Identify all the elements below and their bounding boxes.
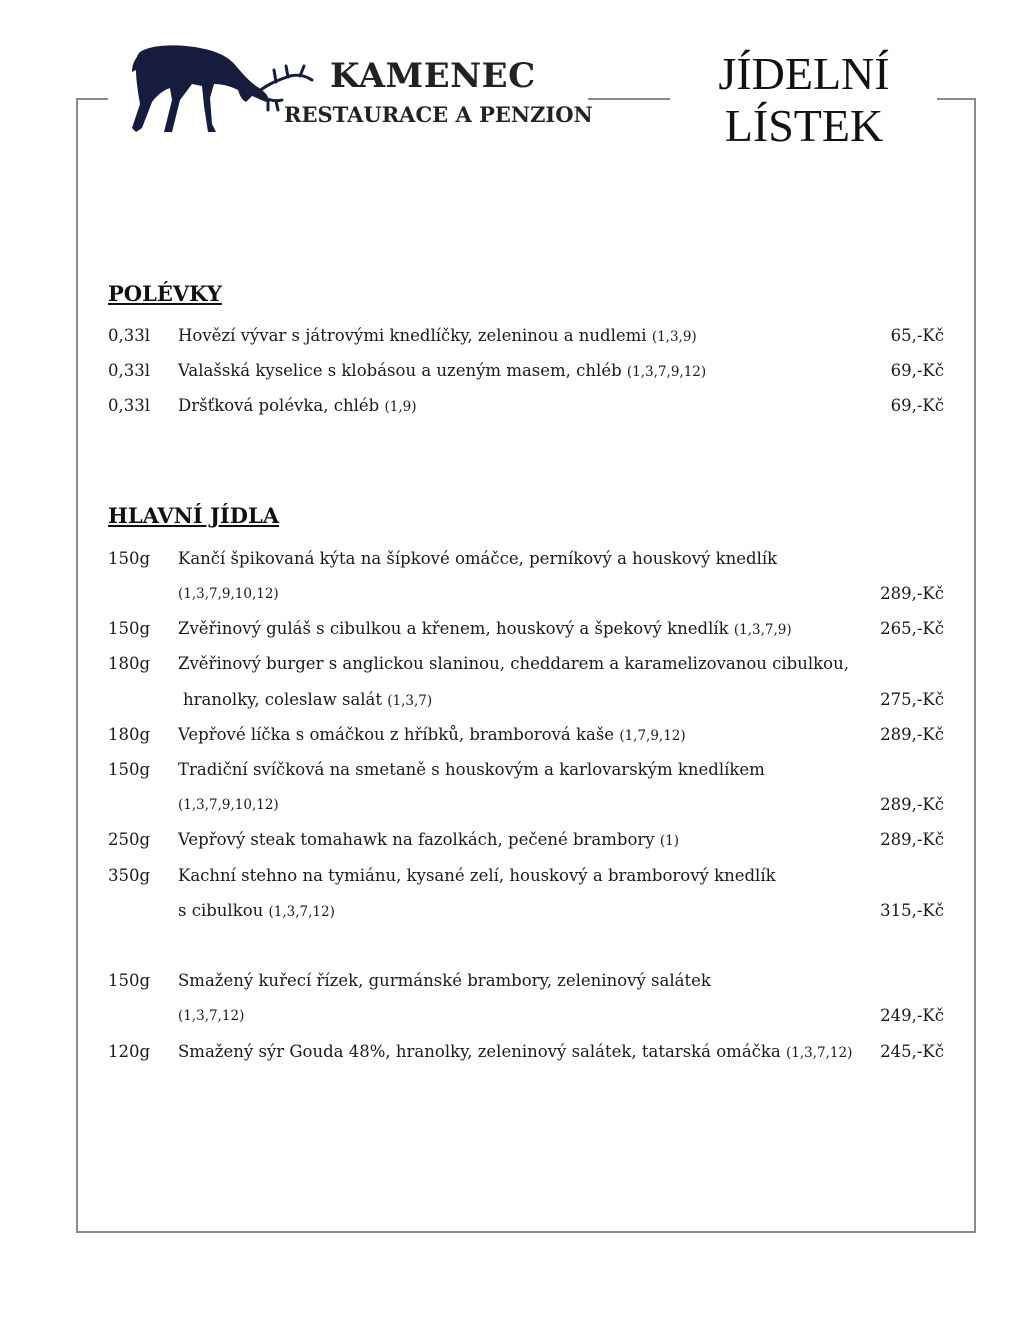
item-desc-text: Hovězí vývar s játrovými knedlíčky, zeleninou a nudlemi xyxy=(178,326,647,345)
item-allergens: (1,3,7,12) xyxy=(785,1045,853,1061)
item-desc-text: Valašská kyselice s klobásou a uzeným masem, chléb xyxy=(178,361,622,380)
item-allergens: (1) xyxy=(659,833,679,849)
item-allergens: (1,3,7,12) xyxy=(178,1008,245,1024)
item-desc-text: Vepřové líčka s omáčkou z hříbků, bramborová kaše xyxy=(178,725,615,744)
main-item xyxy=(108,1042,944,1072)
soup-item xyxy=(108,396,944,426)
item-price: 275,-Kč xyxy=(880,690,944,709)
soups-heading: POLÉVKY xyxy=(108,281,222,306)
frame-top-left xyxy=(76,98,108,100)
main-item xyxy=(108,830,944,860)
item-description-line2 xyxy=(183,690,432,709)
main-item-continuation xyxy=(108,795,944,825)
item-quantity: 0,33l xyxy=(108,361,151,380)
item-description xyxy=(178,725,686,744)
item-allergens: (1,3,7,12) xyxy=(268,904,335,920)
item-quantity: 150g xyxy=(108,619,151,638)
frame-top-middle xyxy=(588,98,670,100)
item-price: 315,-Kč xyxy=(880,901,944,920)
main-item-continuation xyxy=(108,901,944,931)
item-price: 65,-Kč xyxy=(890,326,944,345)
item-allergens: (1,9) xyxy=(384,399,417,415)
item-quantity: 120g xyxy=(108,1042,151,1061)
title-line-2: LÍSTEK xyxy=(724,100,884,151)
item-price: 289,-Kč xyxy=(880,830,944,849)
mains-heading: HLAVNÍ JÍDLA xyxy=(108,503,280,528)
item-quantity: 150g xyxy=(108,760,151,779)
item-price: 289,-Kč xyxy=(880,584,944,603)
logo xyxy=(118,38,593,138)
item-desc-text: Dršťková polévka, chléb xyxy=(178,396,380,415)
item-quantity: 350g xyxy=(108,866,151,885)
item-desc-text: hranolky, coleslaw salát xyxy=(183,690,383,709)
brand-subtitle: RESTAURACE A PENZION xyxy=(284,102,593,127)
main-item-continuation xyxy=(108,690,944,720)
item-allergens: (1,3,7,9,10,12) xyxy=(178,797,279,813)
item-price: 289,-Kč xyxy=(880,725,944,744)
item-quantity: 150g xyxy=(108,971,151,990)
item-description: Kančí špikovaná kýta na šípkové omáčce, perníkový a houskový knedlík xyxy=(178,549,778,568)
frame-left xyxy=(76,98,78,1233)
item-description xyxy=(178,619,792,638)
main-item xyxy=(108,971,944,1001)
frame-top-right xyxy=(937,98,976,100)
item-allergens: (1,3,7,9) xyxy=(733,622,792,638)
main-item xyxy=(108,619,944,649)
item-description: Kachní stehno na tymiánu, kysané zelí, houskový a bramborový knedlík xyxy=(178,866,776,885)
main-item-continuation xyxy=(108,1006,944,1036)
item-description xyxy=(178,1042,852,1061)
item-description: Zvěřinový burger s anglickou slaninou, cheddarem a karamelizovanou cibulkou, xyxy=(178,654,849,673)
item-description xyxy=(178,396,416,415)
main-item-continuation xyxy=(108,584,944,614)
main-item xyxy=(108,654,944,684)
title-line-1: JÍDELNÍ xyxy=(718,48,890,99)
main-item xyxy=(108,760,944,790)
item-desc-text: Zvěřinový guláš s cibulkou a křenem, houskový a špekový knedlík xyxy=(178,619,729,638)
item-desc-text: Smažený sýr Gouda 48%, hranolky, zeleninový salátek, tatarská omáčka xyxy=(178,1042,781,1061)
item-quantity: 180g xyxy=(108,725,151,744)
soup-item xyxy=(108,361,944,391)
menu-title xyxy=(690,48,918,152)
frame-right xyxy=(974,98,976,1233)
item-allergens: (1,3,7,9,10,12) xyxy=(178,586,279,602)
item-desc-text: Vepřový steak tomahawk na fazolkách, pečené brambory xyxy=(178,830,655,849)
main-item xyxy=(108,866,944,896)
item-price: 69,-Kč xyxy=(890,361,944,380)
item-price: 69,-Kč xyxy=(890,396,944,415)
item-price: 245,-Kč xyxy=(880,1042,944,1061)
soup-item xyxy=(108,326,944,356)
item-description xyxy=(178,326,697,345)
main-item xyxy=(108,725,944,755)
brand-name: KAMENEC xyxy=(330,56,536,96)
item-price: 265,-Kč xyxy=(880,619,944,638)
item-allergens: (1,3,7,9,12) xyxy=(626,364,707,380)
item-description xyxy=(178,361,706,380)
item-quantity: 180g xyxy=(108,654,151,673)
item-quantity: 0,33l xyxy=(108,396,151,415)
item-allergens: (1,3,7) xyxy=(387,693,433,709)
item-description: Tradiční svíčková na smetaně s houskovým a karlovarským knedlíkem xyxy=(178,760,765,779)
item-price: 249,-Kč xyxy=(880,1006,944,1025)
item-quantity: 250g xyxy=(108,830,151,849)
item-allergens: (1,7,9,12) xyxy=(619,728,686,744)
item-allergens: (1,3,9) xyxy=(651,329,697,345)
frame-bottom xyxy=(76,1231,976,1233)
item-quantity: 150g xyxy=(108,549,151,568)
item-quantity: 0,33l xyxy=(108,326,151,345)
item-price: 289,-Kč xyxy=(880,795,944,814)
item-desc-text: s cibulkou xyxy=(178,901,264,920)
item-description: Smažený kuřecí řízek, gurmánské brambory, zeleninový salátek xyxy=(178,971,711,990)
item-description-line2 xyxy=(178,901,335,920)
main-item xyxy=(108,549,944,579)
item-description xyxy=(178,830,679,849)
